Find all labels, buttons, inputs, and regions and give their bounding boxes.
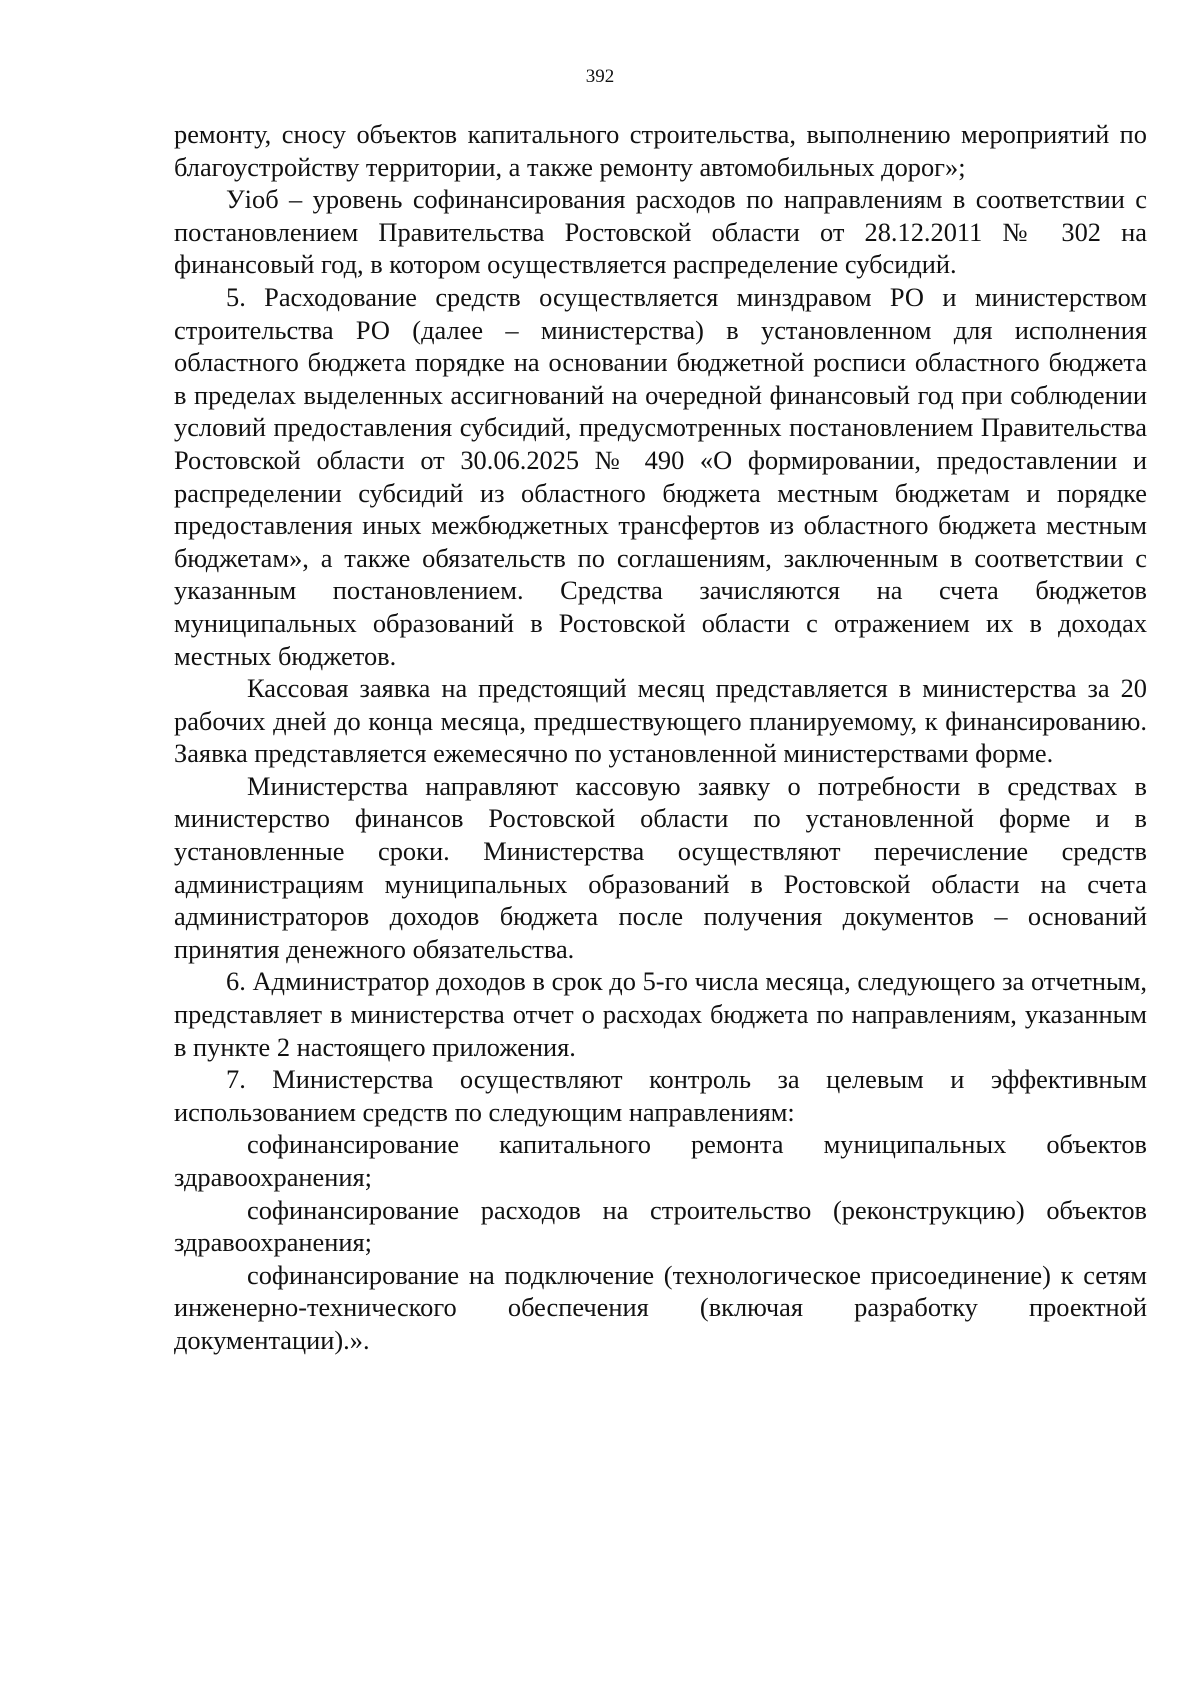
list-item-connection: софинансирование на подключение (технологическое присоединение) к сетям инженерно-технического обеспечения (включая разработку проектной документации).». <box>174 1259 1147 1355</box>
paragraph-ministries-transfer: Министерства направляют кассовую заявку о потребности в средствах в министерство финансов Ростовской области по установленной форме и в установленные сроки. Министерства осуществляют перечисление средств администрациям муниципальных образований в Ростовской области на счета администраторов доходов бюджета после получения документов – оснований принятия денежного обязательства. <box>174 770 1147 964</box>
list-item-capital-repair: софинансирование капитального ремонта муниципальных объектов здравоохранения; <box>174 1129 1147 1192</box>
paragraph-cash-request: Кассовая заявка на предстоящий месяц представляется в министерства за 20 рабочих дней до конца месяца, предшествующего планируемому, к финансированию. Заявка представляется ежемесячно по установленной министерствами форме. <box>174 673 1147 769</box>
paragraph-uiob-definition: Уioб – уровень софинансирования расходов по направлениям в соответствии с постановлением Правительства Ростовской области от 28.12.2011 № 302 на финансовый год, в котором осуществляется распределение субсидий. <box>174 184 1147 280</box>
document-body <box>174 118 1147 1357</box>
page-number: 392 <box>585 66 615 87</box>
paragraph-item-7: 7. Министерства осуществляют контроль за целевым и эффективным использованием средств по следующим направлениям: <box>174 1064 1147 1127</box>
paragraph-item-5: 5. Расходование средств осуществляется минздравом РО и министерством строительства РО (далее – министерства) в установленном для исполнения областного бюджета порядке на основании бюджетной росписи областного бюджета в пределах выделенных ассигнований на очередной финансовый год при соблюдении условий предоставления субсидий, предусмотренных постановлением Правительства Ростовской области от 30.06.2025 № 490 «О формировании, предоставлении и распределении субсидий из областного бюджета местным бюджетам и порядке предоставления иных межбюджетных трансфертов из областного бюджета местным бюджетам», а также обязательств по соглашениям, заключенным в соответствии с указанным постановлением. Средства зачисляются на счета бюджетов муниципальных образований в Ростовской области с отражением их в доходах местных бюджетов. <box>174 281 1147 671</box>
paragraph-item-6: 6. Администратор доходов в срок до 5-го числа месяца, следующего за отчетным, представляет в министерства отчет о расходах бюджета по направлениям, указанным в пункте 2 настоящего приложения. <box>174 966 1147 1062</box>
paragraph-continuation: ремонту, сносу объектов капитального строительства, выполнению мероприятий по благоустройству территории, а также ремонту автомобильных дорог»; <box>174 119 1147 182</box>
list-item-construction: софинансирование расходов на строительство (реконструкцию) объектов здравоохранения; <box>174 1194 1147 1258</box>
